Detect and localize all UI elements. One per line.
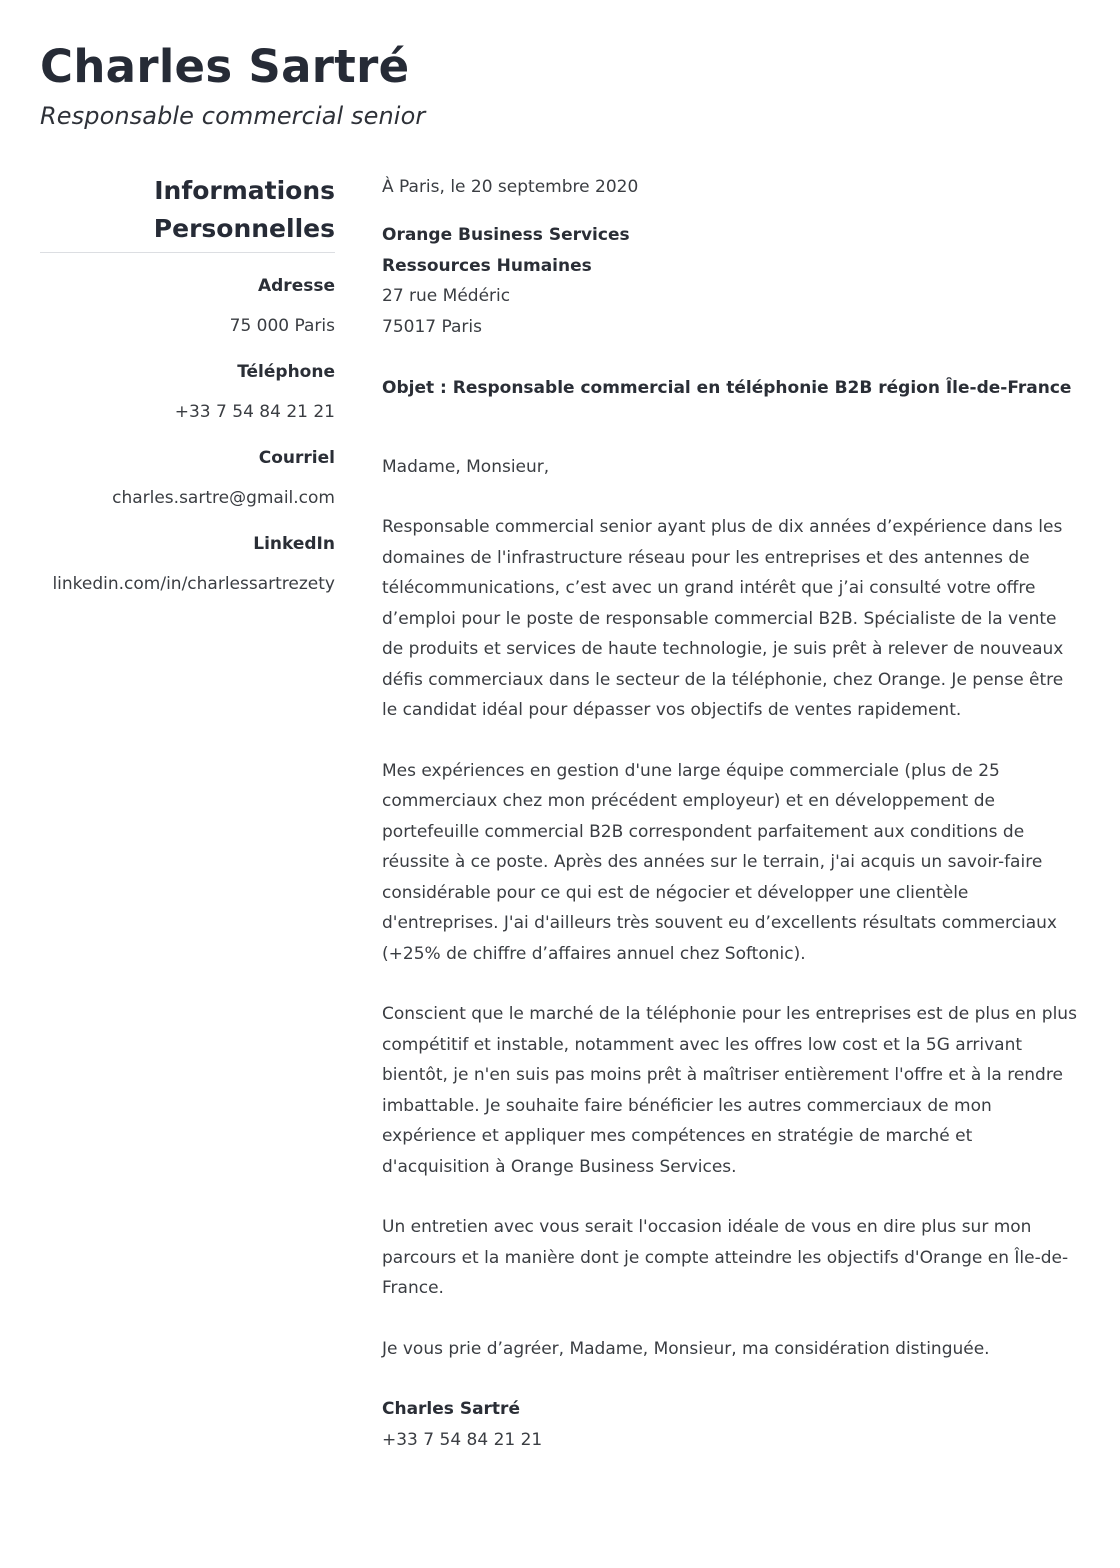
phone-value: +33 7 54 84 21 21 xyxy=(174,402,335,422)
recipient-city: 75017 Paris xyxy=(382,316,482,337)
letter-closing: Je vous prie d’agréer, Madame, Monsieur, ma considération distinguée. xyxy=(382,1338,990,1359)
email-label: Courriel xyxy=(258,448,335,468)
signature-block xyxy=(382,1394,1082,1455)
signature-name: Charles Sartré xyxy=(382,1399,520,1419)
phone-label: Téléphone xyxy=(237,362,335,382)
letter-date: À Paris, le 20 septembre 2020 xyxy=(382,177,639,197)
letter-paragraph-3: Conscient que le marché de la téléphonie pour les entreprises est de plus en plus compétitif et instable, notamment avec les offres low cost et la 5G arrivant bientôt, je n'en suis pas moins prêt à maîtriser entièrement l'offre et à la rendre imbattable. Je souhaite faire bénéficier les autres commerciaux de mon expérience et appliquer mes compétences en stratégie de marché et d'acquisition à Orange Business Services. xyxy=(382,1004,1077,1177)
letter-salutation: Madame, Monsieur, xyxy=(382,456,550,477)
letter-paragraph-2: Mes expériences en gestion d'une large équipe commerciale (plus de 25 commerciaux chez mon précédent employeur) et en développement de portefeuille commercial B2B correspondent parfaitement aux conditions de réussite à ce poste. Après des années sur le terrain, j'ai acquis un savoir-faire considérable pour ce qui est de négocier et développer une clientèle d'entreprises. J'ai d'ailleurs très souvent eu d’excellents résultats commerciaux (+25% de chiffre d’affaires annuel chez Softonic). xyxy=(382,760,1057,964)
recipient-block xyxy=(382,220,1082,342)
linkedin-value[interactable]: linkedin.com/in/charlessartrezety xyxy=(52,574,335,594)
address-value: 75 000 Paris xyxy=(229,316,335,336)
personal-info-sidebar xyxy=(40,172,335,599)
recipient-street: 27 rue Médéric xyxy=(382,286,511,306)
job-title: Responsable commercial senior xyxy=(40,102,426,130)
recipient-company: Orange Business Services xyxy=(382,225,630,245)
letter-body xyxy=(382,172,1082,1455)
address-label: Adresse xyxy=(257,276,335,296)
header xyxy=(40,38,425,132)
email-value[interactable]: charles.sartre@gmail.com xyxy=(112,488,335,508)
signature-phone: +33 7 54 84 21 21 xyxy=(382,1429,543,1450)
sidebar-title xyxy=(40,172,335,253)
letter-paragraph-1: Responsable commercial senior ayant plus de dix années d’expérience dans les domaines de l'infrastructure réseau pour les entreprises et des antennes de télécommunications, c’est avec un grand intérêt que j’ai consulté votre offre d’emploi pour le poste de responsable commercial B2B. Spécialiste de la vente de produits et services de haute technologie, je suis prêt à relever de nouveaux défis commerciaux dans le secteur de la téléphonie, chez Orange. Je pense être le candidat idéal pour dépasser vos objectifs de ventes rapidement. xyxy=(382,517,1064,720)
sidebar-title-line1: Informations xyxy=(154,176,335,205)
sidebar-title-line2: Personnelles xyxy=(153,214,335,243)
letter-subject: Objet : Responsable commercial en téléphonie B2B région Île-de-France xyxy=(382,378,1072,398)
applicant-name: Charles Sartré xyxy=(40,40,410,93)
letter-paragraph-4: Un entretien avec vous serait l'occasion idéale de vous en dire plus sur mon parcours et la manière dont je compte atteindre les objectifs d'Orange en Île-de-France. xyxy=(382,1217,1069,1298)
recipient-department: Ressources Humaines xyxy=(382,255,592,276)
linkedin-label: LinkedIn xyxy=(253,534,335,554)
